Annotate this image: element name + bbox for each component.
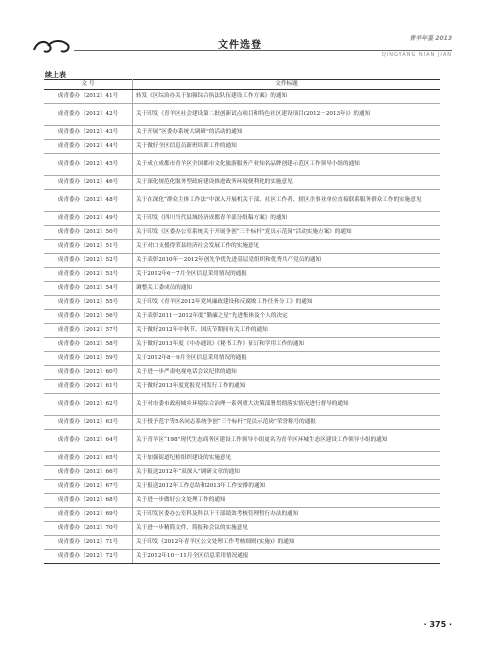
- document-title: 关于加强街道纪检组织建设的实施意见: [133, 452, 441, 466]
- document-title: 关于进一步做好公文处理工作的通知: [133, 494, 441, 508]
- document-number: 成青委办〔2012〕64号: [44, 430, 133, 452]
- document-title: 关于印发《2012年青羊区公文处理工作考核细则(实施)》的通知: [133, 536, 441, 550]
- table-row: [44, 212, 440, 226]
- document-number: 成青委办〔2012〕52号: [44, 254, 133, 268]
- column-header-number: 文 号: [44, 80, 133, 90]
- page-number: · 375 ·: [423, 620, 452, 629]
- table-row: [44, 338, 440, 352]
- document-title: 关于对口支援得荣县经济社会发展工作的实施意见: [133, 240, 441, 254]
- table-row: [44, 176, 440, 190]
- table-row: [44, 240, 440, 254]
- document-title: 关于2012年10－11月全区信息采用情况通报: [133, 550, 441, 564]
- document-number: 成青委办〔2012〕57号: [44, 324, 133, 338]
- document-title: 关于印发《青羊区2012年党风廉政建设和反腐败工作任务分工》的通知: [133, 296, 441, 310]
- table-row: [44, 466, 440, 480]
- table-row: [44, 154, 440, 176]
- document-title: 关于印发《区委办公室系统关于开展争创“三个标杆”党员示范岗”活动实施方案》的通知: [133, 226, 441, 240]
- document-title: 关于做好全区信息员新班培训工作的通知: [133, 140, 441, 154]
- document-number: 成青委办〔2012〕66号: [44, 466, 133, 480]
- table-row: [44, 430, 440, 452]
- table-row: [44, 494, 440, 508]
- continued-label: 续上表: [45, 71, 66, 79]
- table-row: [44, 126, 440, 140]
- page-title: 文件选登: [218, 40, 262, 51]
- table-row: [44, 90, 440, 104]
- table-row: [44, 550, 440, 564]
- table-row: [44, 226, 440, 240]
- document-title: 关于做好2013年度党报党刊发行工作的通知: [133, 380, 441, 394]
- document-title: 关于印发区委办公室科及科以下干部绩效考核管理暂行办法的通知: [133, 508, 441, 522]
- document-title: 关于印发《青羊区社会建设第二批创新试点项目和特色社区建设项目(2012－2013年)》的通知: [133, 104, 441, 126]
- document-title: 关于2012年8－9月全区信息采用情况的通报: [133, 352, 441, 366]
- column-header-title: 文件标题: [133, 80, 441, 90]
- table-row: [44, 310, 440, 324]
- document-number: 成青委办〔2012〕65号: [44, 452, 133, 466]
- document-number: 成青委办〔2012〕43号: [44, 126, 133, 140]
- table-row: [44, 380, 440, 394]
- document-number: 成青委办〔2012〕69号: [44, 508, 133, 522]
- document-number: 成青委办〔2012〕44号: [44, 140, 133, 154]
- document-number: 成青委办〔2012〕48号: [44, 190, 133, 212]
- document-title: 关于开展“区委办系统大调研”的活动的通知: [133, 126, 441, 140]
- document-number: 成青委办〔2012〕58号: [44, 338, 133, 352]
- document-number: 成青委办〔2012〕54号: [44, 282, 133, 296]
- table-row: [44, 416, 440, 430]
- table-row: [44, 536, 440, 550]
- table-header-row: [44, 80, 440, 90]
- document-number: 成青委办〔2012〕41号: [44, 90, 133, 104]
- table-row: [44, 324, 440, 338]
- document-number: 成青委办〔2012〕68号: [44, 494, 133, 508]
- document-title: 关于报送2012年“双深入”调研文章的通知: [133, 466, 441, 480]
- table-row: [44, 480, 440, 494]
- document-number: 成青委办〔2012〕61号: [44, 380, 133, 394]
- document-title: 关于深化规范化服务型政府建设推进政务环境便利化的实施意见: [133, 176, 441, 190]
- document-number: 成青委办〔2012〕63号: [44, 416, 133, 430]
- document-number: 成青委办〔2012〕60号: [44, 366, 133, 380]
- document-title: 关于印发《四川当代县域经济成都青羊部分组稿方案》的通知: [133, 212, 441, 226]
- document-title: 关于进一步严肃电视电话会议纪律的通知: [133, 366, 441, 380]
- document-title: 关于进一步精简文件、简报和会议的实施意见: [133, 522, 441, 536]
- document-title: 关于青羊区“198”现代生态商务区建设工作领导小组更名为青羊区环城生态区建设工作领导小组的通知: [133, 430, 441, 452]
- document-number: 成青委办〔2012〕51号: [44, 240, 133, 254]
- document-title: 关于成立成都市青羊区全国都市文化旅游服务产业知名品牌创建示范区工作领导小组的通知: [133, 154, 441, 176]
- document-title: 关于表彰2010年－2012年创先争优先进基层党组织和优秀共产党员的通知: [133, 254, 441, 268]
- table-row: [44, 522, 440, 536]
- document-title: 关于授予范宇等5名同志系统争创“三个标杆”党员示范岗”荣誉称号的通报: [133, 416, 441, 430]
- document-table: [44, 79, 440, 564]
- document-number: 成青委办〔2012〕72号: [44, 550, 133, 564]
- yearbook-name: [409, 35, 452, 43]
- table-body: [44, 90, 440, 564]
- yearbook-subtitle: QINGYANG NIAN JIAN: [381, 52, 452, 58]
- document-number: 成青委办〔2012〕70号: [44, 522, 133, 536]
- table-row: [44, 366, 440, 380]
- document-number: 成青委办〔2012〕55号: [44, 296, 133, 310]
- document-title: 转发《区综治办关于加强综合执法队伍建设工作方案》的通知: [133, 90, 441, 104]
- document-title: 关于做好2012年中秋节、国庆节期间有关工作的通知: [133, 324, 441, 338]
- table-row: [44, 268, 440, 282]
- document-title: 关于对市委市政府城乡环境综合治理一系列重大决策部署贯彻落实情况进行督导的通知: [133, 394, 441, 416]
- document-number: 成青委办〔2012〕53号: [44, 268, 133, 282]
- table-row: [44, 140, 440, 154]
- document-title: 关于报送2012年工作总结和2013年工作安排的通知: [133, 480, 441, 494]
- table-row: [44, 254, 440, 268]
- table-row: [44, 352, 440, 366]
- document-number: 成青委办〔2012〕59号: [44, 352, 133, 366]
- document-number: 成青委办〔2012〕46号: [44, 176, 133, 190]
- table-row: [44, 508, 440, 522]
- document-title: 调整关工委成员的通知: [133, 282, 441, 296]
- table-row: [44, 452, 440, 466]
- document-number: 成青委办〔2012〕42号: [44, 104, 133, 126]
- document-number: 成青委办〔2012〕71号: [44, 536, 133, 550]
- yearbook-title: 青羊年鉴 2013: [409, 35, 452, 42]
- header-divider: [74, 50, 452, 51]
- document-number: 成青委办〔2012〕45号: [44, 154, 133, 176]
- table-row: [44, 104, 440, 126]
- document-number: 成青委办〔2012〕62号: [44, 394, 133, 416]
- document-title: 关于做好2013年度《中办通讯》《秘书工作》征订和学用工作的通知: [133, 338, 441, 352]
- table-row: [44, 282, 440, 296]
- document-title: 关于表彰2011－2012年度“勤廉之星”先进集体及个人的决定: [133, 310, 441, 324]
- document-number: 成青委办〔2012〕50号: [44, 226, 133, 240]
- document-number: 成青委办〔2012〕49号: [44, 212, 133, 226]
- document-title: 关于2012年6－7月全区信息采用情况的通报: [133, 268, 441, 282]
- table-row: [44, 296, 440, 310]
- document-number: 成青委办〔2012〕67号: [44, 480, 133, 494]
- table-row: [44, 394, 440, 416]
- document-number: 成青委办〔2012〕56号: [44, 310, 133, 324]
- document-title: 关于在深化“群众主体工作法”中深入开展机关干部、社区工作者、辖区企事业单位直接联系服务群众工作的实施意见: [133, 190, 441, 212]
- table-row: [44, 190, 440, 212]
